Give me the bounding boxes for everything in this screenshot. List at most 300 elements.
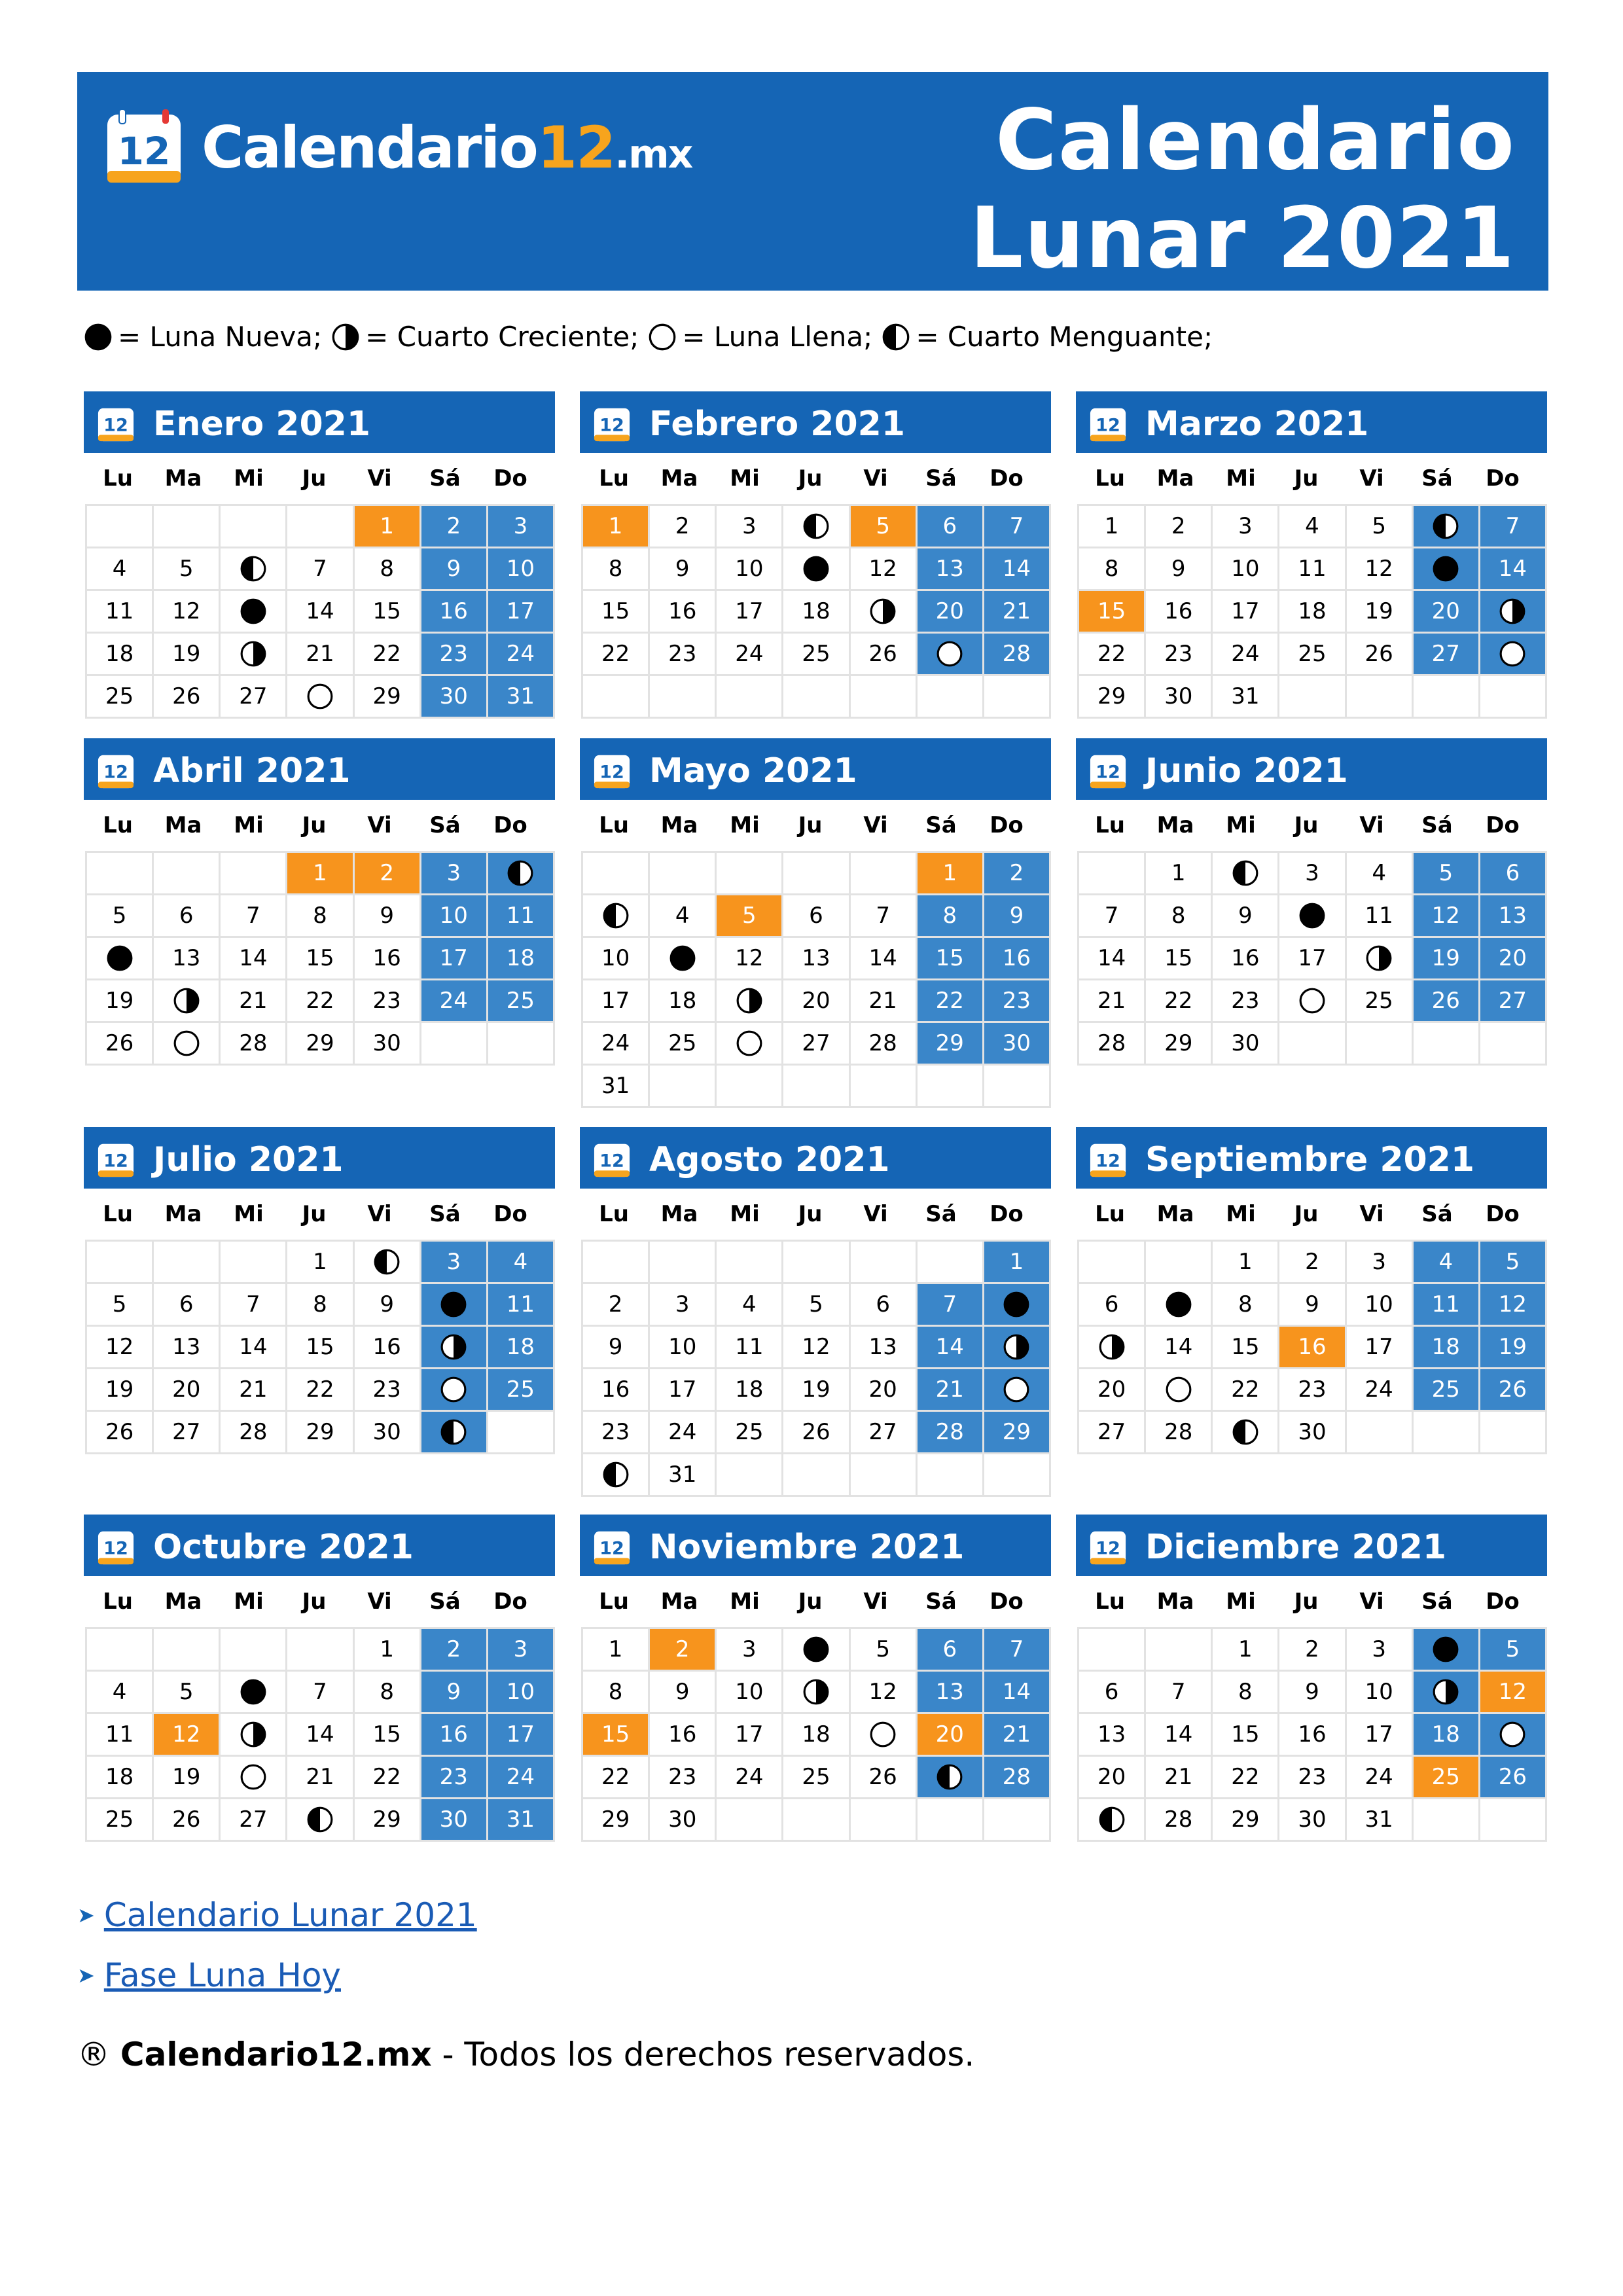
day-cell[interactable]: 9 [1212,895,1279,937]
day-cell[interactable]: 7 [983,505,1050,548]
day-cell[interactable] [153,1022,220,1065]
day-cell[interactable]: 21 [849,980,916,1022]
day-cell[interactable] [420,1369,487,1411]
day-cell[interactable]: 10 [487,1671,554,1713]
day-cell[interactable]: 19 [86,980,153,1022]
day-cell[interactable]: 4 [716,1283,783,1326]
day-cell[interactable]: 5 [783,1283,849,1326]
day-cell[interactable]: 27 [1412,633,1479,675]
day-cell[interactable]: 6 [153,1283,220,1326]
day-cell[interactable]: 13 [916,548,983,590]
day-cell[interactable]: 29 [1212,1799,1279,1841]
day-cell[interactable]: 1 [1212,1628,1279,1671]
day-cell[interactable]: 20 [849,1369,916,1411]
day-cell[interactable]: 17 [649,1369,716,1411]
day-cell[interactable]: 11 [1346,895,1412,937]
day-cell[interactable]: 15 [582,590,649,633]
day-cell[interactable]: 16 [420,590,487,633]
day-cell[interactable]: 21 [1079,980,1145,1022]
day-cell[interactable]: 9 [649,1671,716,1713]
lunar-calendar-link[interactable]: Calendario Lunar 2021 [103,1896,477,1934]
day-cell[interactable] [716,1022,783,1065]
day-cell[interactable]: 28 [983,633,1050,675]
day-cell[interactable]: 1 [353,1628,420,1671]
day-cell[interactable]: 17 [716,1713,783,1756]
day-cell[interactable]: 3 [1346,1241,1412,1283]
day-cell[interactable]: 11 [716,1326,783,1369]
day-cell[interactable]: 29 [983,1411,1050,1454]
day-cell[interactable]: 5 [849,505,916,548]
day-cell[interactable]: 11 [487,895,554,937]
day-cell[interactable]: 22 [353,633,420,675]
day-cell[interactable]: 25 [716,1411,783,1454]
day-cell[interactable]: 22 [353,1756,420,1799]
day-cell[interactable]: 17 [487,1713,554,1756]
day-cell[interactable]: 3 [487,1628,554,1671]
day-cell[interactable]: 13 [849,1326,916,1369]
day-cell[interactable]: 15 [1145,937,1212,980]
day-cell[interactable]: 11 [86,1713,153,1756]
day-cell[interactable] [983,1326,1050,1369]
day-cell[interactable] [1479,633,1546,675]
day-cell[interactable]: 6 [916,1628,983,1671]
day-cell[interactable]: 27 [220,1799,287,1841]
day-cell[interactable]: 16 [1279,1326,1346,1369]
day-cell[interactable]: 17 [420,937,487,980]
day-cell[interactable]: 27 [1479,980,1546,1022]
day-cell[interactable]: 26 [849,1756,916,1799]
day-cell[interactable]: 12 [849,1671,916,1713]
day-cell[interactable] [220,1671,287,1713]
day-cell[interactable]: 17 [487,590,554,633]
day-cell[interactable]: 5 [1412,852,1479,895]
day-cell[interactable]: 8 [353,1671,420,1713]
day-cell[interactable]: 23 [649,1756,716,1799]
day-cell[interactable]: 26 [1412,980,1479,1022]
day-cell[interactable]: 1 [1145,852,1212,895]
day-cell[interactable] [1079,1799,1145,1841]
day-cell[interactable]: 24 [1346,1369,1412,1411]
day-cell[interactable]: 16 [1145,590,1212,633]
day-cell[interactable]: 26 [1479,1756,1546,1799]
day-cell[interactable]: 20 [916,1713,983,1756]
day-cell[interactable]: 12 [153,590,220,633]
day-cell[interactable]: 1 [983,1241,1050,1283]
day-cell[interactable]: 3 [649,1283,716,1326]
day-cell[interactable] [353,1241,420,1283]
day-cell[interactable]: 25 [487,980,554,1022]
day-cell[interactable]: 15 [1212,1326,1279,1369]
day-cell[interactable]: 18 [1279,590,1346,633]
day-cell[interactable] [1079,1326,1145,1369]
day-cell[interactable]: 20 [916,590,983,633]
day-cell[interactable]: 22 [1079,633,1145,675]
day-cell[interactable]: 5 [153,1671,220,1713]
day-cell[interactable]: 3 [420,1241,487,1283]
day-cell[interactable]: 22 [1212,1369,1279,1411]
day-cell[interactable]: 31 [649,1454,716,1496]
day-cell[interactable]: 26 [849,633,916,675]
day-cell[interactable]: 5 [716,895,783,937]
day-cell[interactable]: 24 [1212,633,1279,675]
day-cell[interactable]: 14 [1145,1326,1212,1369]
day-cell[interactable]: 22 [582,1756,649,1799]
day-cell[interactable]: 15 [287,937,353,980]
day-cell[interactable]: 7 [1079,895,1145,937]
day-cell[interactable] [220,548,287,590]
day-cell[interactable]: 24 [582,1022,649,1065]
day-cell[interactable] [1346,937,1412,980]
day-cell[interactable]: 5 [153,548,220,590]
day-cell[interactable]: 29 [916,1022,983,1065]
day-cell[interactable]: 26 [1346,633,1412,675]
day-cell[interactable]: 14 [1145,1713,1212,1756]
day-cell[interactable]: 24 [1346,1756,1412,1799]
day-cell[interactable]: 4 [86,1671,153,1713]
day-cell[interactable]: 2 [1145,505,1212,548]
day-cell[interactable]: 29 [582,1799,649,1841]
day-cell[interactable]: 18 [716,1369,783,1411]
day-cell[interactable]: 20 [153,1369,220,1411]
day-cell[interactable]: 25 [1279,633,1346,675]
day-cell[interactable]: 14 [1079,937,1145,980]
day-cell[interactable]: 17 [1212,590,1279,633]
day-cell[interactable] [916,1756,983,1799]
day-cell[interactable]: 15 [582,1713,649,1756]
day-cell[interactable] [1412,505,1479,548]
day-cell[interactable] [1145,1283,1212,1326]
day-cell[interactable]: 16 [983,937,1050,980]
day-cell[interactable] [783,1628,849,1671]
day-cell[interactable]: 19 [153,1756,220,1799]
day-cell[interactable] [983,1283,1050,1326]
day-cell[interactable]: 8 [287,895,353,937]
day-cell[interactable]: 13 [1079,1713,1145,1756]
day-cell[interactable]: 13 [916,1671,983,1713]
day-cell[interactable]: 28 [1145,1799,1212,1841]
day-cell[interactable] [153,980,220,1022]
day-cell[interactable] [783,1671,849,1713]
day-cell[interactable]: 7 [220,1283,287,1326]
day-cell[interactable]: 24 [420,980,487,1022]
day-cell[interactable]: 26 [153,675,220,718]
day-cell[interactable]: 6 [1479,852,1546,895]
day-cell[interactable]: 7 [849,895,916,937]
day-cell[interactable]: 22 [287,1369,353,1411]
day-cell[interactable]: 5 [1346,505,1412,548]
day-cell[interactable]: 30 [1279,1411,1346,1454]
day-cell[interactable]: 5 [86,895,153,937]
day-cell[interactable] [1212,852,1279,895]
day-cell[interactable]: 8 [916,895,983,937]
day-cell[interactable]: 29 [287,1411,353,1454]
day-cell[interactable]: 3 [716,1628,783,1671]
day-cell[interactable]: 12 [153,1713,220,1756]
day-cell[interactable]: 12 [849,548,916,590]
day-cell[interactable]: 14 [983,1671,1050,1713]
day-cell[interactable]: 24 [487,1756,554,1799]
day-cell[interactable]: 2 [420,1628,487,1671]
day-cell[interactable]: 17 [1346,1326,1412,1369]
day-cell[interactable]: 24 [487,633,554,675]
day-cell[interactable]: 21 [1145,1756,1212,1799]
day-cell[interactable]: 12 [783,1326,849,1369]
day-cell[interactable]: 30 [353,1022,420,1065]
day-cell[interactable]: 13 [153,1326,220,1369]
day-cell[interactable]: 5 [1479,1628,1546,1671]
day-cell[interactable] [716,980,783,1022]
day-cell[interactable]: 1 [1212,1241,1279,1283]
day-cell[interactable]: 16 [649,590,716,633]
day-cell[interactable] [849,1713,916,1756]
day-cell[interactable] [849,590,916,633]
day-cell[interactable]: 21 [287,633,353,675]
day-cell[interactable]: 10 [1346,1671,1412,1713]
site-logo[interactable] [105,108,692,187]
day-cell[interactable]: 9 [983,895,1050,937]
day-cell[interactable]: 3 [420,852,487,895]
day-cell[interactable]: 9 [353,895,420,937]
day-cell[interactable]: 23 [1145,633,1212,675]
day-cell[interactable]: 12 [1412,895,1479,937]
day-cell[interactable]: 19 [1412,937,1479,980]
day-cell[interactable]: 2 [420,505,487,548]
moon-phase-today-link[interactable]: Fase Luna Hoy [103,1956,341,1994]
day-cell[interactable]: 22 [1145,980,1212,1022]
day-cell[interactable]: 1 [287,1241,353,1283]
day-cell[interactable]: 5 [86,1283,153,1326]
day-cell[interactable]: 27 [220,675,287,718]
day-cell[interactable]: 3 [1212,505,1279,548]
day-cell[interactable]: 4 [86,548,153,590]
day-cell[interactable]: 19 [783,1369,849,1411]
day-cell[interactable]: 12 [86,1326,153,1369]
day-cell[interactable]: 30 [649,1799,716,1841]
day-cell[interactable]: 21 [220,1369,287,1411]
day-cell[interactable]: 15 [1079,590,1145,633]
day-cell[interactable]: 2 [1279,1241,1346,1283]
day-cell[interactable]: 14 [1479,548,1546,590]
day-cell[interactable]: 28 [916,1411,983,1454]
day-cell[interactable] [582,1454,649,1496]
day-cell[interactable]: 29 [1079,675,1145,718]
day-cell[interactable]: 8 [1212,1283,1279,1326]
day-cell[interactable]: 14 [983,548,1050,590]
day-cell[interactable]: 6 [1079,1283,1145,1326]
day-cell[interactable]: 25 [649,1022,716,1065]
day-cell[interactable] [287,675,353,718]
day-cell[interactable]: 28 [849,1022,916,1065]
day-cell[interactable]: 8 [1212,1671,1279,1713]
day-cell[interactable]: 10 [582,937,649,980]
day-cell[interactable] [1412,1671,1479,1713]
day-cell[interactable]: 6 [1079,1671,1145,1713]
day-cell[interactable]: 14 [287,1713,353,1756]
day-cell[interactable]: 7 [1145,1671,1212,1713]
day-cell[interactable]: 31 [1346,1799,1412,1841]
day-cell[interactable]: 6 [849,1283,916,1326]
day-cell[interactable]: 24 [649,1411,716,1454]
day-cell[interactable]: 30 [1145,675,1212,718]
day-cell[interactable]: 30 [983,1022,1050,1065]
day-cell[interactable]: 23 [420,633,487,675]
day-cell[interactable]: 15 [287,1326,353,1369]
day-cell[interactable]: 20 [1079,1369,1145,1411]
day-cell[interactable]: 5 [1479,1241,1546,1283]
day-cell[interactable]: 3 [1279,852,1346,895]
day-cell[interactable]: 31 [487,675,554,718]
day-cell[interactable]: 10 [1212,548,1279,590]
day-cell[interactable]: 9 [1145,548,1212,590]
day-cell[interactable]: 23 [983,980,1050,1022]
day-cell[interactable]: 1 [582,505,649,548]
day-cell[interactable]: 17 [582,980,649,1022]
day-cell[interactable]: 25 [1346,980,1412,1022]
day-cell[interactable]: 7 [287,1671,353,1713]
day-cell[interactable]: 8 [287,1283,353,1326]
day-cell[interactable]: 27 [849,1411,916,1454]
day-cell[interactable]: 2 [649,505,716,548]
day-cell[interactable] [649,937,716,980]
day-cell[interactable]: 26 [86,1411,153,1454]
day-cell[interactable]: 24 [716,633,783,675]
day-cell[interactable]: 9 [420,548,487,590]
day-cell[interactable]: 8 [1145,895,1212,937]
day-cell[interactable] [783,548,849,590]
day-cell[interactable]: 11 [86,590,153,633]
day-cell[interactable]: 16 [1212,937,1279,980]
day-cell[interactable]: 8 [353,548,420,590]
day-cell[interactable]: 22 [916,980,983,1022]
day-cell[interactable]: 15 [916,937,983,980]
day-cell[interactable]: 21 [983,590,1050,633]
day-cell[interactable] [582,895,649,937]
day-cell[interactable]: 3 [716,505,783,548]
day-cell[interactable]: 24 [716,1756,783,1799]
day-cell[interactable]: 17 [1279,937,1346,980]
day-cell[interactable]: 27 [1079,1411,1145,1454]
day-cell[interactable]: 6 [783,895,849,937]
day-cell[interactable]: 19 [1346,590,1412,633]
day-cell[interactable]: 19 [153,633,220,675]
day-cell[interactable]: 2 [353,852,420,895]
day-cell[interactable] [1412,1628,1479,1671]
day-cell[interactable]: 1 [1079,505,1145,548]
day-cell[interactable]: 7 [983,1628,1050,1671]
day-cell[interactable]: 22 [287,980,353,1022]
day-cell[interactable]: 30 [1212,1022,1279,1065]
day-cell[interactable]: 4 [1412,1241,1479,1283]
day-cell[interactable]: 9 [420,1671,487,1713]
day-cell[interactable]: 2 [1279,1628,1346,1671]
day-cell[interactable]: 7 [287,548,353,590]
day-cell[interactable]: 29 [287,1022,353,1065]
day-cell[interactable]: 9 [1279,1283,1346,1326]
day-cell[interactable]: 26 [783,1411,849,1454]
day-cell[interactable]: 7 [220,895,287,937]
day-cell[interactable]: 25 [86,675,153,718]
day-cell[interactable]: 4 [1346,852,1412,895]
day-cell[interactable] [1279,895,1346,937]
day-cell[interactable] [1145,1369,1212,1411]
day-cell[interactable]: 23 [353,980,420,1022]
day-cell[interactable]: 19 [1479,1326,1546,1369]
day-cell[interactable]: 16 [353,1326,420,1369]
day-cell[interactable]: 11 [487,1283,554,1326]
day-cell[interactable]: 18 [487,937,554,980]
day-cell[interactable]: 10 [487,548,554,590]
day-cell[interactable] [916,633,983,675]
day-cell[interactable]: 18 [86,633,153,675]
day-cell[interactable] [983,1369,1050,1411]
day-cell[interactable]: 25 [1412,1756,1479,1799]
day-cell[interactable]: 28 [1079,1022,1145,1065]
day-cell[interactable]: 9 [353,1283,420,1326]
day-cell[interactable]: 10 [420,895,487,937]
day-cell[interactable]: 18 [649,980,716,1022]
day-cell[interactable]: 14 [916,1326,983,1369]
day-cell[interactable]: 30 [420,675,487,718]
day-cell[interactable]: 15 [353,1713,420,1756]
day-cell[interactable]: 18 [487,1326,554,1369]
day-cell[interactable]: 25 [487,1369,554,1411]
day-cell[interactable]: 23 [1279,1369,1346,1411]
day-cell[interactable]: 12 [1479,1283,1546,1326]
day-cell[interactable] [420,1326,487,1369]
day-cell[interactable] [1479,1713,1546,1756]
day-cell[interactable]: 12 [716,937,783,980]
day-cell[interactable]: 25 [1412,1369,1479,1411]
day-cell[interactable]: 27 [153,1411,220,1454]
day-cell[interactable]: 12 [1479,1671,1546,1713]
day-cell[interactable]: 17 [716,590,783,633]
day-cell[interactable]: 23 [649,633,716,675]
day-cell[interactable]: 9 [649,548,716,590]
day-cell[interactable]: 14 [220,937,287,980]
day-cell[interactable]: 16 [649,1713,716,1756]
day-cell[interactable]: 6 [153,895,220,937]
day-cell[interactable]: 21 [287,1756,353,1799]
day-cell[interactable]: 5 [849,1628,916,1671]
day-cell[interactable]: 15 [353,590,420,633]
day-cell[interactable]: 16 [420,1713,487,1756]
day-cell[interactable]: 18 [1412,1713,1479,1756]
day-cell[interactable]: 14 [220,1326,287,1369]
day-cell[interactable]: 13 [153,937,220,980]
day-cell[interactable]: 31 [582,1065,649,1107]
day-cell[interactable]: 26 [86,1022,153,1065]
day-cell[interactable]: 25 [86,1799,153,1841]
day-cell[interactable]: 23 [420,1756,487,1799]
day-cell[interactable]: 31 [1212,675,1279,718]
day-cell[interactable]: 16 [582,1369,649,1411]
day-cell[interactable]: 21 [916,1369,983,1411]
day-cell[interactable]: 1 [353,505,420,548]
day-cell[interactable]: 11 [1412,1283,1479,1326]
day-cell[interactable]: 29 [353,675,420,718]
day-cell[interactable]: 16 [353,937,420,980]
day-cell[interactable] [86,937,153,980]
day-cell[interactable]: 20 [783,980,849,1022]
day-cell[interactable]: 20 [1412,590,1479,633]
day-cell[interactable]: 2 [582,1283,649,1326]
day-cell[interactable]: 13 [783,937,849,980]
day-cell[interactable]: 10 [716,1671,783,1713]
day-cell[interactable]: 31 [487,1799,554,1841]
day-cell[interactable] [420,1283,487,1326]
day-cell[interactable]: 3 [487,505,554,548]
day-cell[interactable]: 16 [1279,1713,1346,1756]
